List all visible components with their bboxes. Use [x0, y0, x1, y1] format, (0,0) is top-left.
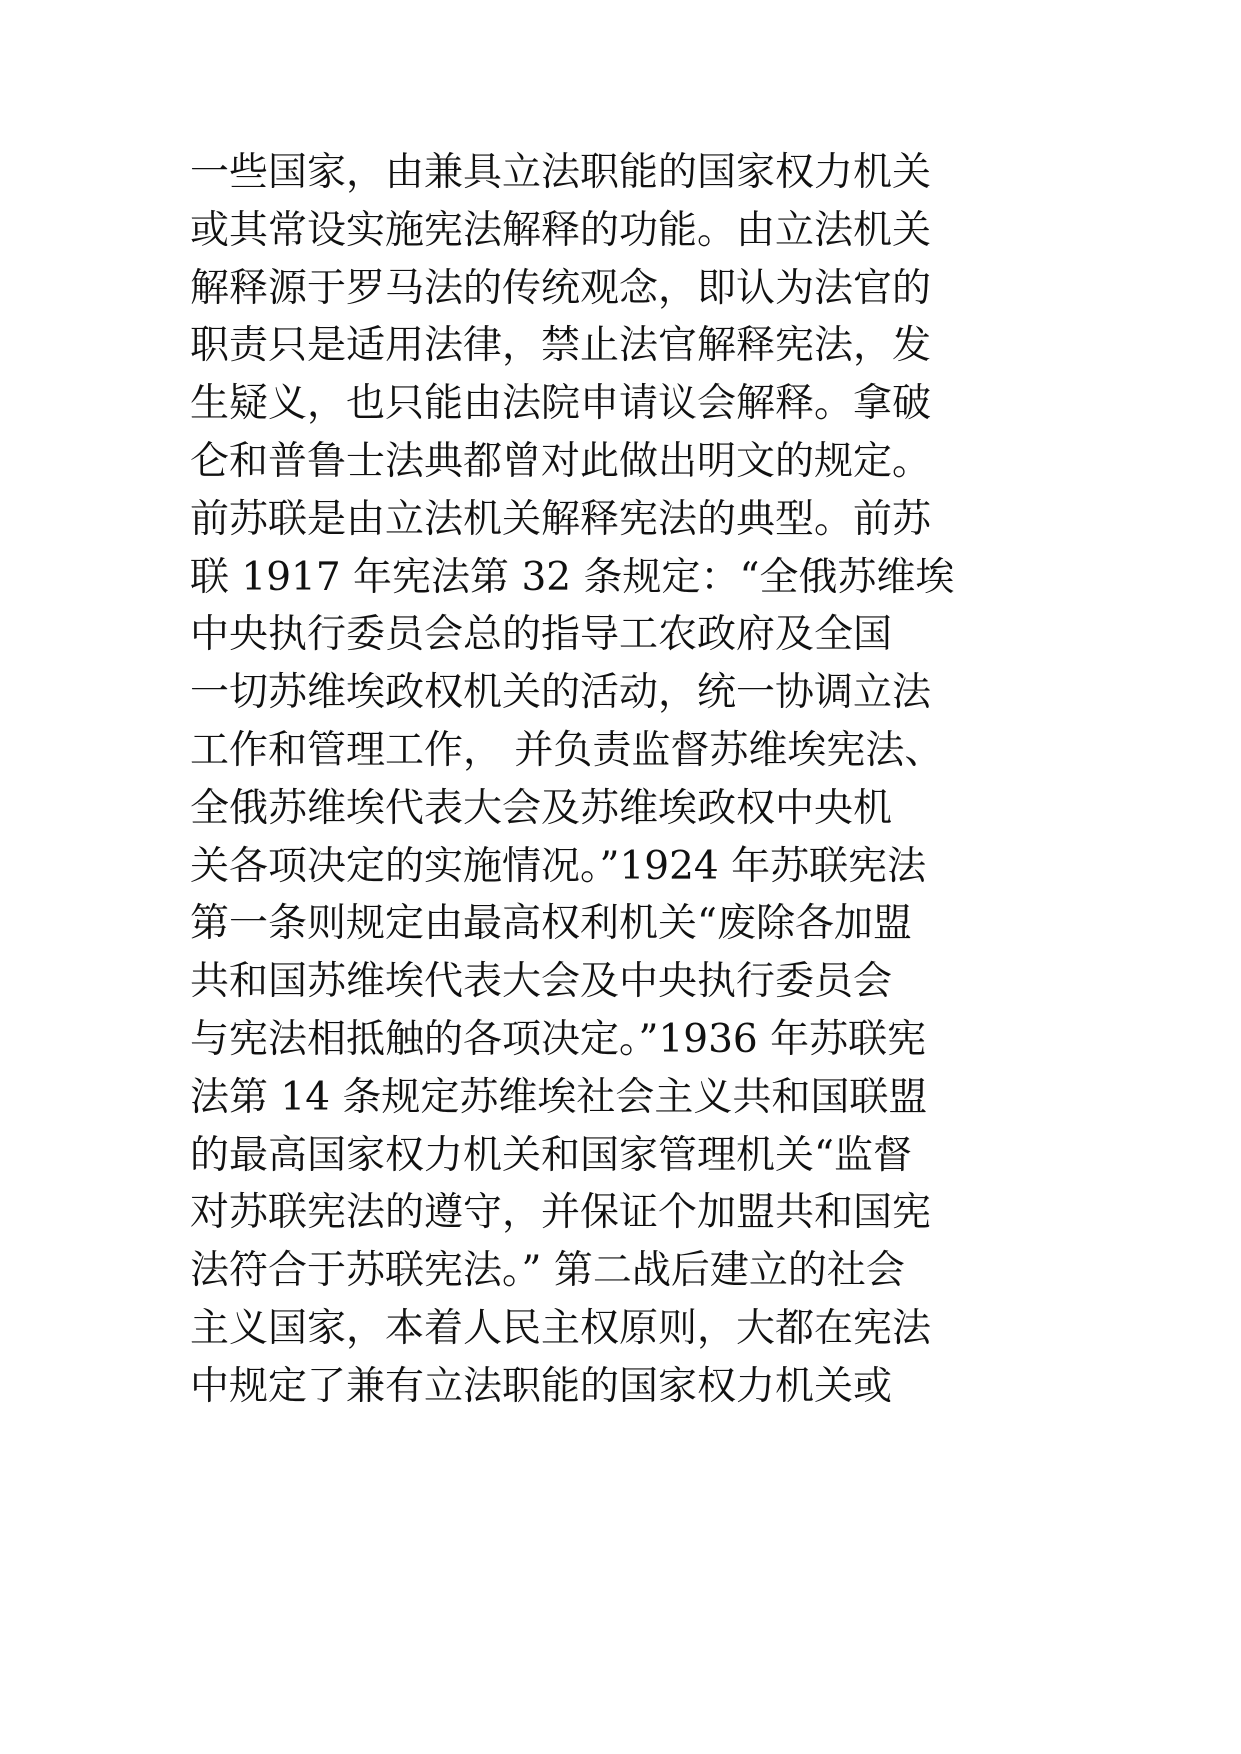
text-line: 一切苏维埃政权机关的活动，统一协调立法: [190, 670, 932, 716]
text-line: 对苏联宪法的遵守，并保证个加盟共和国宪: [190, 1190, 932, 1236]
text-line: 法符合于苏联宪法。” 第二战后建立的社会: [190, 1248, 905, 1294]
text-line: 解释源于罗马法的传统观念，即认为法官的: [190, 265, 932, 311]
text-line: 仑和普鲁士法典都曾对此做出明文的规定。: [190, 438, 932, 484]
text-line: 职责只是适用法律，禁止法官解释宪法，发: [190, 323, 932, 369]
text-line: 前苏联是由立法机关解释宪法的典型。前苏: [190, 496, 932, 542]
text-line: 生疑义，也只能由法院申请议会解释。拿破: [190, 381, 932, 427]
text-line: 联 1917 年宪法第 32 条规定：“全俄苏维埃: [190, 554, 955, 600]
text-line: 一些国家，由兼具立法职能的国家权力机关: [190, 150, 932, 195]
text-line: 关各项决定的实施情况。”1924 年苏联宪法: [190, 843, 927, 889]
text-line: 的最高国家权力机关和国家管理机关“监督: [190, 1132, 912, 1178]
text-line: 中规定了兼有立法职能的国家权力机关或: [190, 1363, 893, 1409]
text-line: 或其常设实施宪法解释的功能。由立法机关: [190, 207, 932, 253]
text-line: 法第 14 条规定苏维埃社会主义共和国联盟: [190, 1074, 928, 1120]
text-line: 与宪法相抵触的各项决定。”1936 年苏联宪: [190, 1016, 927, 1062]
text-line: 中央执行委员会总的指导工农政府及全国: [190, 612, 893, 658]
text-line: 共和国苏维埃代表大会及中央执行委员会: [190, 959, 893, 1005]
text-line: 全俄苏维埃代表大会及苏维埃政权中央机: [190, 785, 893, 831]
text-line: 第一条则规定由最高权利机关“废除各加盟: [190, 901, 912, 947]
text-line: 工作和管理工作， 并负责监督苏维埃宪法、: [190, 727, 944, 773]
body-text: [190, 144, 1070, 1416]
text-line: 主义国家，本着人民主权原则，大都在宪法: [190, 1305, 932, 1351]
